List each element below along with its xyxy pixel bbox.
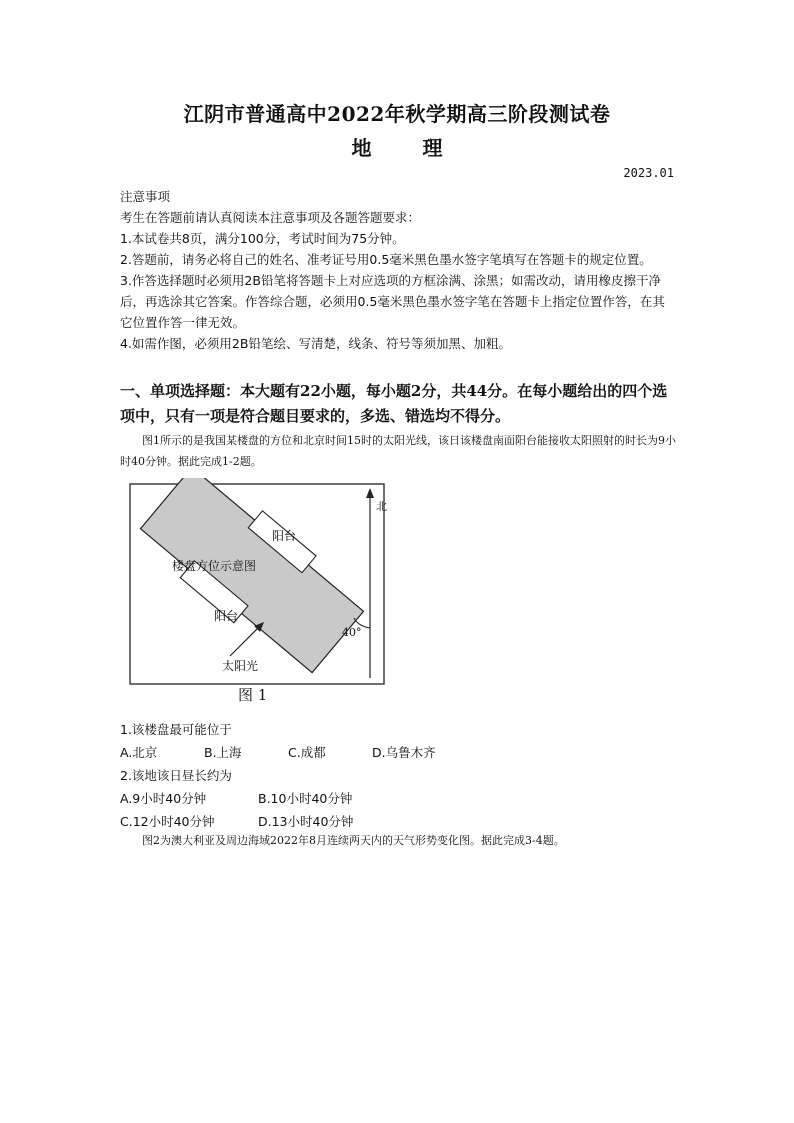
- figure-intro: 图1所示的是我国某楼盘的方位和北京时间15时的太阳光线，该日该楼盘南面阳台能接收太阳照射的时长为9小时40分钟。据此完成1-2题。: [120, 434, 676, 468]
- option-a[interactable]: A.北京: [120, 745, 158, 760]
- option-c[interactable]: C.12小时40分钟: [120, 814, 215, 829]
- north-label: 北: [376, 500, 387, 513]
- questions-block: [120, 718, 676, 833]
- balcony-bottom-label: 阳台: [214, 609, 239, 623]
- notice-line: 2.答题前，请务必将自己的姓名、准考证号用0.5毫米黑色墨水签字笔填写在答题卡的规定位置。: [120, 252, 652, 267]
- option-d[interactable]: D.乌鲁木齐: [372, 745, 436, 760]
- figure-center-label: 楼盘方位示意图: [172, 559, 257, 573]
- option-c[interactable]: C.成都: [288, 745, 326, 760]
- building-shape: [133, 478, 371, 682]
- angle-label: 40°: [342, 626, 362, 639]
- question-options: [120, 741, 676, 764]
- option-b[interactable]: B.上海: [204, 745, 242, 760]
- figure-1-building-orientation: [120, 478, 394, 713]
- sunlight-label: 太阳光: [222, 659, 259, 673]
- notice-line: 1.本试卷共8页，满分100分，考试时间为75分钟。: [120, 231, 405, 246]
- north-arrow-icon: [366, 488, 374, 498]
- exam-title: 江阴市普通高中2022年秋学期高三阶段测试卷: [183, 102, 611, 126]
- notice-line: 4.如需作图，必须用2B铅笔绘、写清楚，线条、符号等须加黑、加粗。: [120, 336, 511, 351]
- question-stem: 1.该楼盘最可能位于: [120, 722, 232, 737]
- notice-block: [120, 186, 676, 354]
- notice-line: 考生在答题前请认真阅读本注意事项及各题答题要求：: [120, 210, 421, 225]
- option-a[interactable]: A.9小时40分钟: [120, 791, 207, 806]
- figure-caption: 图 1: [238, 686, 268, 704]
- question-options: [120, 787, 676, 810]
- question-stem: 2.该地该日昼长约为: [120, 768, 232, 783]
- notice-line: 3.作答选择题时必须用2B铅笔将答题卡上对应选项的方框涂满、涂黑；如需改动，请用橡皮擦干净后，再选涂其它答案。作答综合题，必须用0.5毫米黑色墨水签字笔在答题卡上指定位置作答，在其它位置作答一律无效。: [120, 273, 665, 330]
- figure-2-intro: 图2为澳大利亚及周边海域2022年8月连续两天内的天气形势变化图。据此完成3-4题。: [142, 834, 565, 847]
- notice-heading: 注意事项: [120, 189, 171, 204]
- option-d[interactable]: D.13小时40分钟: [258, 814, 354, 829]
- sunlight-ray: [230, 626, 260, 656]
- subject-title: 地 理: [351, 136, 465, 160]
- option-b[interactable]: B.10小时40分钟: [258, 791, 353, 806]
- exam-date: 2023.01: [623, 166, 674, 180]
- section-heading: 一、单项选择题：本大题有22小题，每小题2分，共44分。在每小题给出的四个选项中，只有一项是符合题目要求的，多选、错选均不得分。: [120, 382, 668, 425]
- balcony-top-label: 阳台: [272, 529, 297, 543]
